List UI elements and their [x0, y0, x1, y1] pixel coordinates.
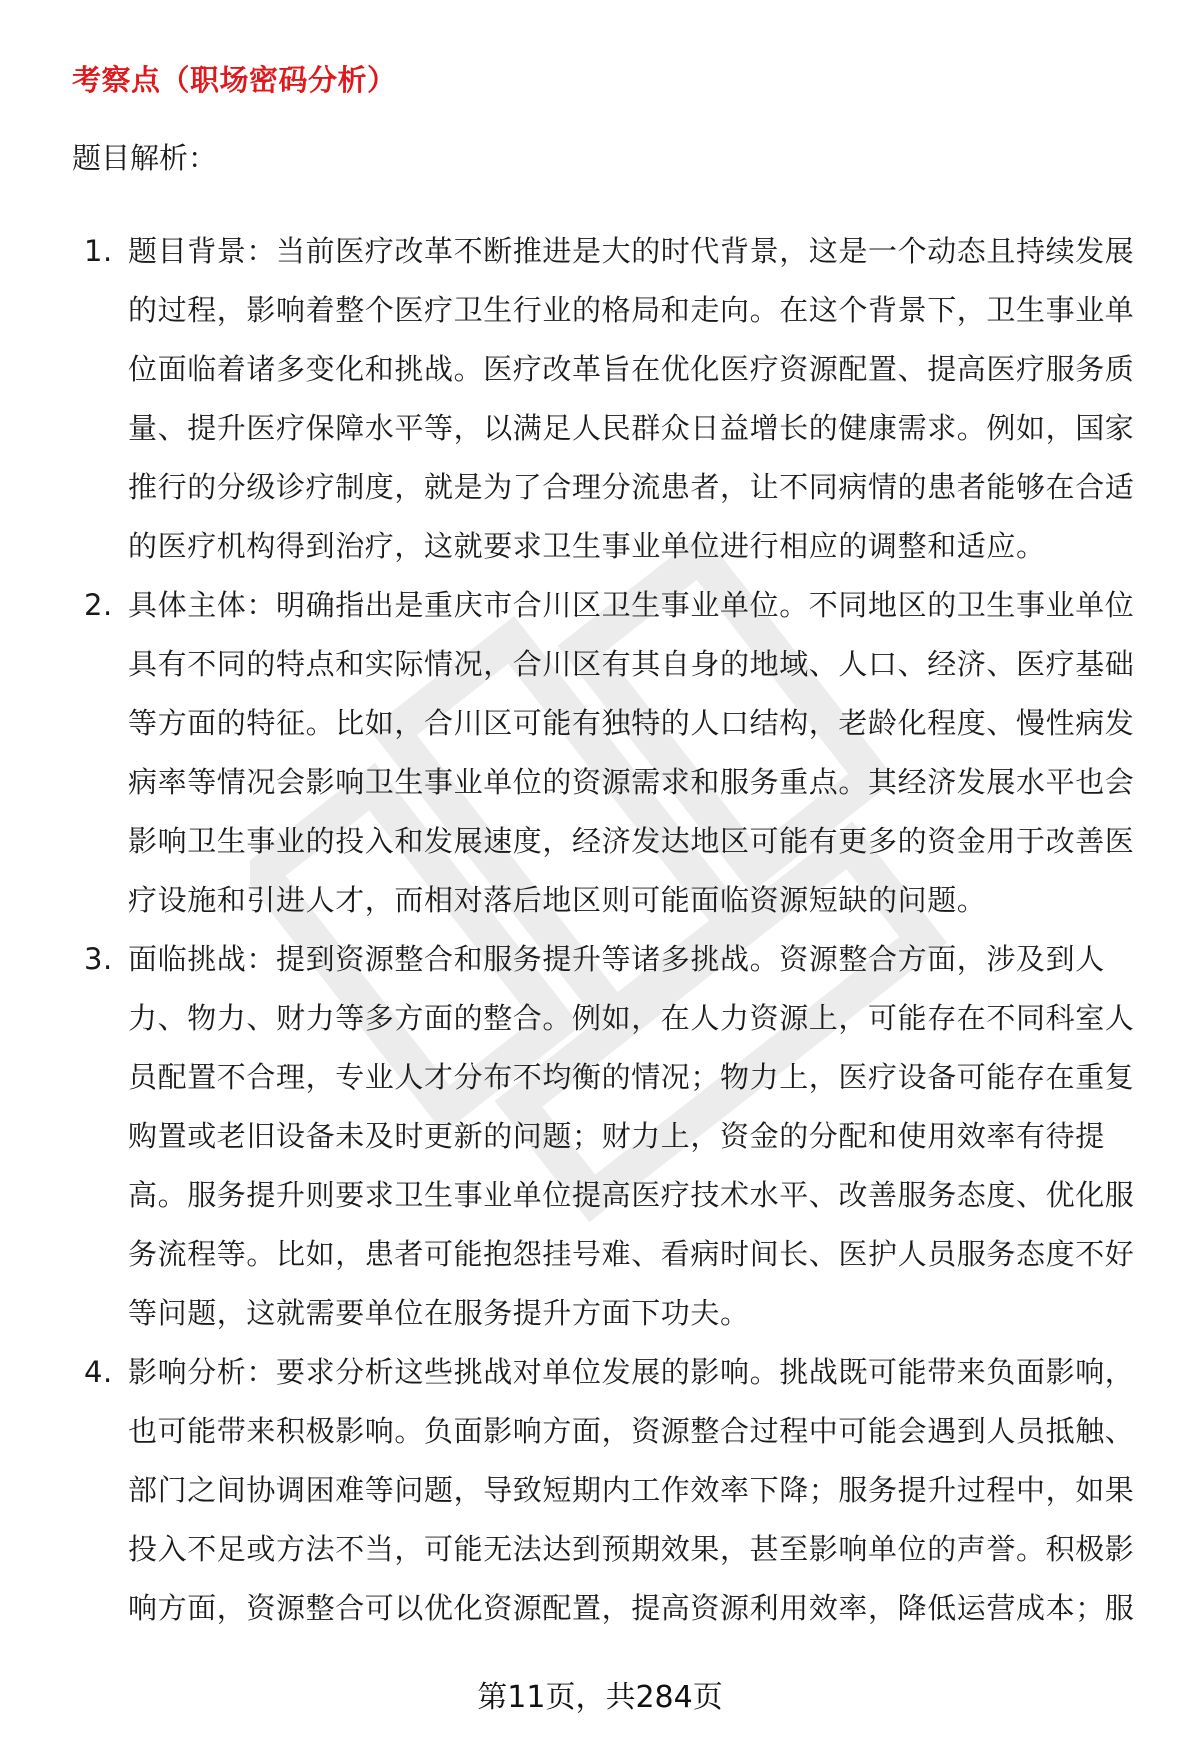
list-item: [0, 1343, 1200, 1638]
list-item-number: 2.: [84, 588, 113, 622]
list-item: [0, 576, 1200, 930]
analysis-list: [0, 222, 1200, 1638]
list-item-text: 影响分析：要求分析这些挑战对单位发展的影响。挑战既可能带来负面影响，也可能带来积极影响。负面影响方面，资源整合过程中可能会遇到人员抵触、部门之间协调困难等问题，导致短期内工作效率下降；服务提升过程中，如果投入不足或方法不当，可能无法达到预期效果，甚至影响单位的声誉。积极影响方面，资源整合可以优化资源配置，提高资源利用效率，降低运营成本；服: [128, 1355, 1135, 1625]
list-item-text: 具体主体：明确指出是重庆市合川区卫生事业单位。不同地区的卫生事业单位具有不同的特点和实际情况，合川区有其自身的地域、人口、经济、医疗基础等方面的特征。比如，合川区可能有独特的人口结构，老龄化程度、慢性病发病率等情况会影响卫生事业单位的资源需求和服务重点。其经济发展水平也会影响卫生事业的投入和发展速度，经济发达地区可能有更多的资金用于改善医疗设施和引进人才，而相对落后地区则可能面临资源短缺的问题。: [128, 588, 1135, 917]
list-item: [0, 222, 1200, 576]
section-title: 考察点（职场密码分析）: [72, 63, 397, 97]
page-number-footer: 第11页，共284页: [477, 1680, 723, 1715]
list-item: [0, 930, 1200, 1343]
list-item-number: 3.: [84, 942, 113, 976]
list-item-text: 面临挑战：提到资源整合和服务提升等诸多挑战。资源整合方面，涉及到人力、物力、财力等多方面的整合。例如，在人力资源上，可能存在不同科室人员配置不合理，专业人才分布不均衡的情况；物力上，医疗设备可能存在重复购置或老旧设备未及时更新的问题；财力上，资金的分配和使用效率有待提高。服务提升则要求卫生事业单位提高医疗技术水平、改善服务态度、优化服务流程等。比如，患者可能抱怨挂号难、看病时间长、医护人员服务态度不好等问题，这就需要单位在服务提升方面下功夫。: [128, 942, 1135, 1330]
analysis-subtitle: 题目解析：: [72, 141, 218, 175]
list-item-text: 题目背景：当前医疗改革不断推进是大的时代背景，这是一个动态且持续发展的过程，影响着整个医疗卫生行业的格局和走向。在这个背景下，卫生事业单位面临着诸多变化和挑战。医疗改革旨在优化医疗资源配置、提高医疗服务质量、提升医疗保障水平等，以满足人民群众日益增长的健康需求。例如，国家推行的分级诊疗制度，就是为了合理分流患者，让不同病情的患者能够在合适的医疗机构得到治疗，这就要求卫生事业单位进行相应的调整和适应。: [128, 234, 1135, 563]
list-item-number: 1.: [84, 234, 113, 268]
list-item-number: 4.: [84, 1355, 113, 1389]
